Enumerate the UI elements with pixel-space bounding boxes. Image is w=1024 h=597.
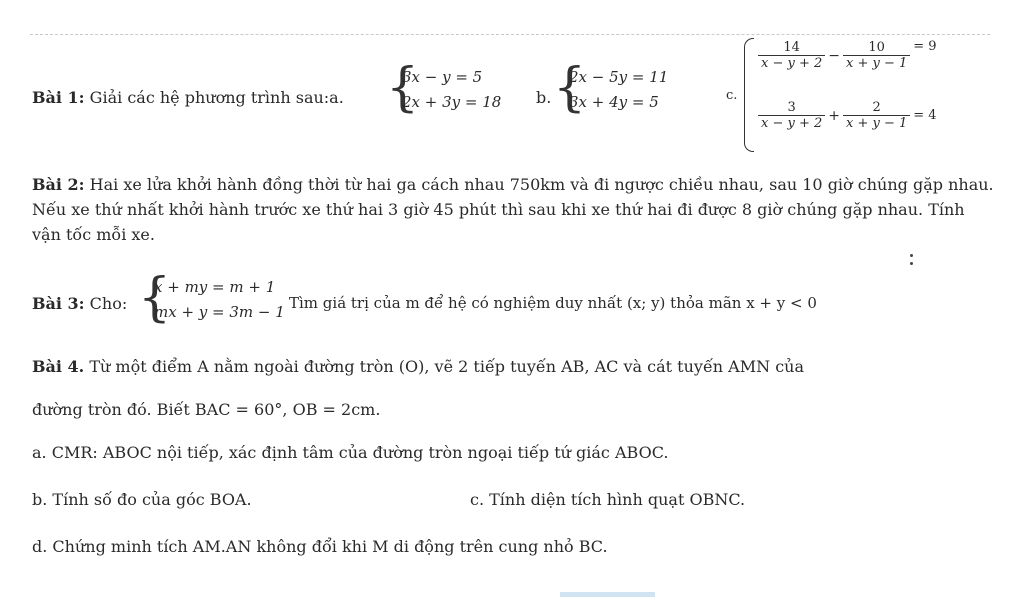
system-a-eq2: 2x + 3y = 18 bbox=[402, 92, 502, 111]
top-divider bbox=[30, 34, 990, 35]
system-c-row1 bbox=[758, 40, 937, 71]
bottom-edge-tint bbox=[560, 592, 655, 597]
system-b-eq1: 2x − 5y = 11 bbox=[569, 68, 669, 86]
bai1-intro: Giải các hệ phương trình sau:a. bbox=[89, 88, 344, 107]
brace-b: { bbox=[553, 58, 587, 118]
op-c2: + bbox=[828, 107, 840, 124]
op-c1: − bbox=[828, 47, 840, 64]
stray-dot bbox=[910, 254, 913, 257]
system-b bbox=[569, 68, 668, 112]
bai3-label: Bài 3: bbox=[32, 294, 85, 313]
frac-c1-2: $\frac{10}{x + y - 1}$ bbox=[843, 40, 910, 71]
bai1-heading bbox=[32, 88, 344, 107]
frac-c2-1: $\frac{3}{x - y + 2}$ bbox=[758, 100, 825, 131]
bai4-line2: đường tròn đó. Biết BAC = 60°, OB = 2cm. bbox=[32, 400, 381, 419]
system-bai3 bbox=[154, 278, 285, 322]
bai2-text: Hai xe lửa khởi hành đồng thời từ hai ga cách nhau 750km và đi ngược chiều nhau, sau 10 giờ chúng gặp nhau. Nếu xe thứ nhất khởi hành trước xe thứ hai 3 giờ 45 phút thì sau khi xe thứ hai đi được 8 giờ chúng gặp nhau. Tính vận tốc mỗi xe. bbox=[32, 175, 994, 244]
system-a bbox=[402, 68, 501, 112]
bai4-part-c: c. Tính diện tích hình quạt OBNC. bbox=[470, 490, 746, 509]
bai4-line1 bbox=[32, 357, 804, 376]
system-c-row2 bbox=[758, 100, 937, 131]
bai3-heading bbox=[32, 294, 127, 313]
rhs-c2: = 4 bbox=[913, 108, 937, 123]
bai4-line1-text: Từ một điểm A nằm ngoài đường tròn (O), vẽ 2 tiếp tuyến AB, AC và cát tuyến AMN của bbox=[89, 357, 805, 376]
frac-c2-2: $\frac{2}{x + y - 1}$ bbox=[843, 100, 910, 131]
brace-bai3: { bbox=[138, 268, 172, 328]
system-bai3-eq2: mx + y = 3m − 1 bbox=[154, 302, 285, 321]
bai3-text: Tìm giá trị của m để hệ có nghiệm duy nhất (x; y) thỏa mãn x + y < 0 bbox=[289, 294, 817, 312]
rhs-c1: = 9 bbox=[913, 39, 937, 54]
bai3-cho: Cho: bbox=[89, 294, 128, 313]
bai2-paragraph bbox=[32, 172, 997, 247]
bai4-label: Bài 4. bbox=[32, 357, 85, 376]
bai2-label: Bài 2: bbox=[32, 175, 85, 194]
system-bai3-eq1: x + my = m + 1 bbox=[154, 278, 276, 296]
bai4-part-b: b. Tính số đo của góc BOA. bbox=[32, 490, 252, 509]
bai1-b-label: b. bbox=[536, 88, 552, 107]
bai4-part-a: a. CMR: ABOC nội tiếp, xác định tâm của đường tròn ngoại tiếp tứ giác ABOC. bbox=[32, 443, 669, 462]
bai4-part-d: d. Chứng minh tích AM.AN không đổi khi M di động trên cung nhỏ BC. bbox=[32, 537, 608, 556]
bai1-label: Bài 1: bbox=[32, 88, 85, 107]
frac-c1-1: $\frac{14}{x - y + 2}$ bbox=[758, 40, 825, 71]
brace-a: { bbox=[386, 58, 420, 118]
system-a-eq1: 3x − y = 5 bbox=[402, 68, 483, 86]
bai1-c-label: c. bbox=[726, 88, 738, 103]
system-b-eq2: 3x + 4y = 5 bbox=[569, 92, 659, 111]
brace-c bbox=[744, 38, 754, 152]
stray-dot bbox=[910, 262, 913, 265]
